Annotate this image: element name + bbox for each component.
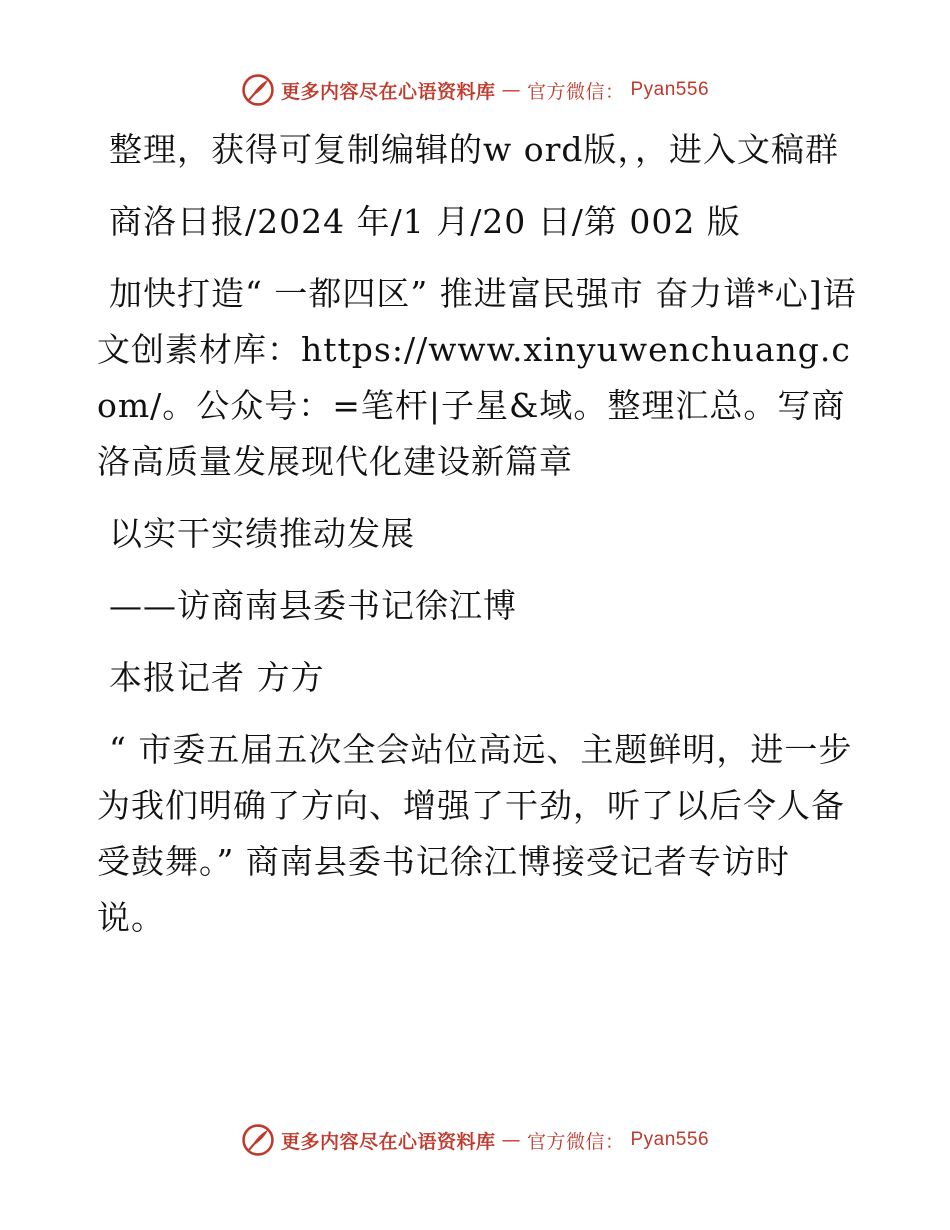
paragraph-source-line: 商洛日报/2024 年/1 月/20 日/第 002 版	[109, 202, 741, 241]
paragraph-article-title: 以实干实绩推动发展	[109, 514, 415, 553]
footer-watermark	[0, 1120, 950, 1160]
header-watermark	[0, 70, 950, 110]
feather-logo-icon	[241, 73, 275, 107]
watermark-brand-text: 更多内容尽在心语资料库	[280, 80, 496, 103]
watermark-wechat-label: 官方微信：	[526, 1130, 625, 1153]
watermark-wechat-id: Pyan556	[630, 79, 710, 100]
watermark-separator: —	[501, 1129, 521, 1151]
paragraph-intro-note: 整理，获得可复制编辑的w ord版，，进入文稿群	[109, 130, 840, 169]
paragraph-body-text: “ 市委五届五次全会站位高远、主题鲜明，进一步为我们明确了方向、增强了干劲，听了以后令人备受鼓舞。” 商南县委书记徐江博接受记者专访时说。	[97, 730, 853, 937]
paragraph-byline: 本报记者 方方	[109, 658, 325, 697]
watermark-brand-text: 更多内容尽在心语资料库	[280, 1130, 496, 1153]
watermark-separator: —	[501, 79, 521, 101]
feather-logo-icon	[241, 1123, 275, 1157]
document-body	[97, 122, 857, 962]
paragraph-article-subtitle: ——访商南县委书记徐江博	[109, 586, 517, 625]
watermark-wechat-id: Pyan556	[630, 1129, 710, 1150]
paragraph-headline: 加快打造“ 一都四区” 推进富民强市 奋力谱*心]语文创素材库：https://www.xinyuwenchuang.com/。公众号：=笔杆|子星&域。整理汇总。写商洛高质量发展现代化建设新篇章	[97, 274, 857, 481]
watermark-wechat-label: 官方微信：	[526, 80, 625, 103]
